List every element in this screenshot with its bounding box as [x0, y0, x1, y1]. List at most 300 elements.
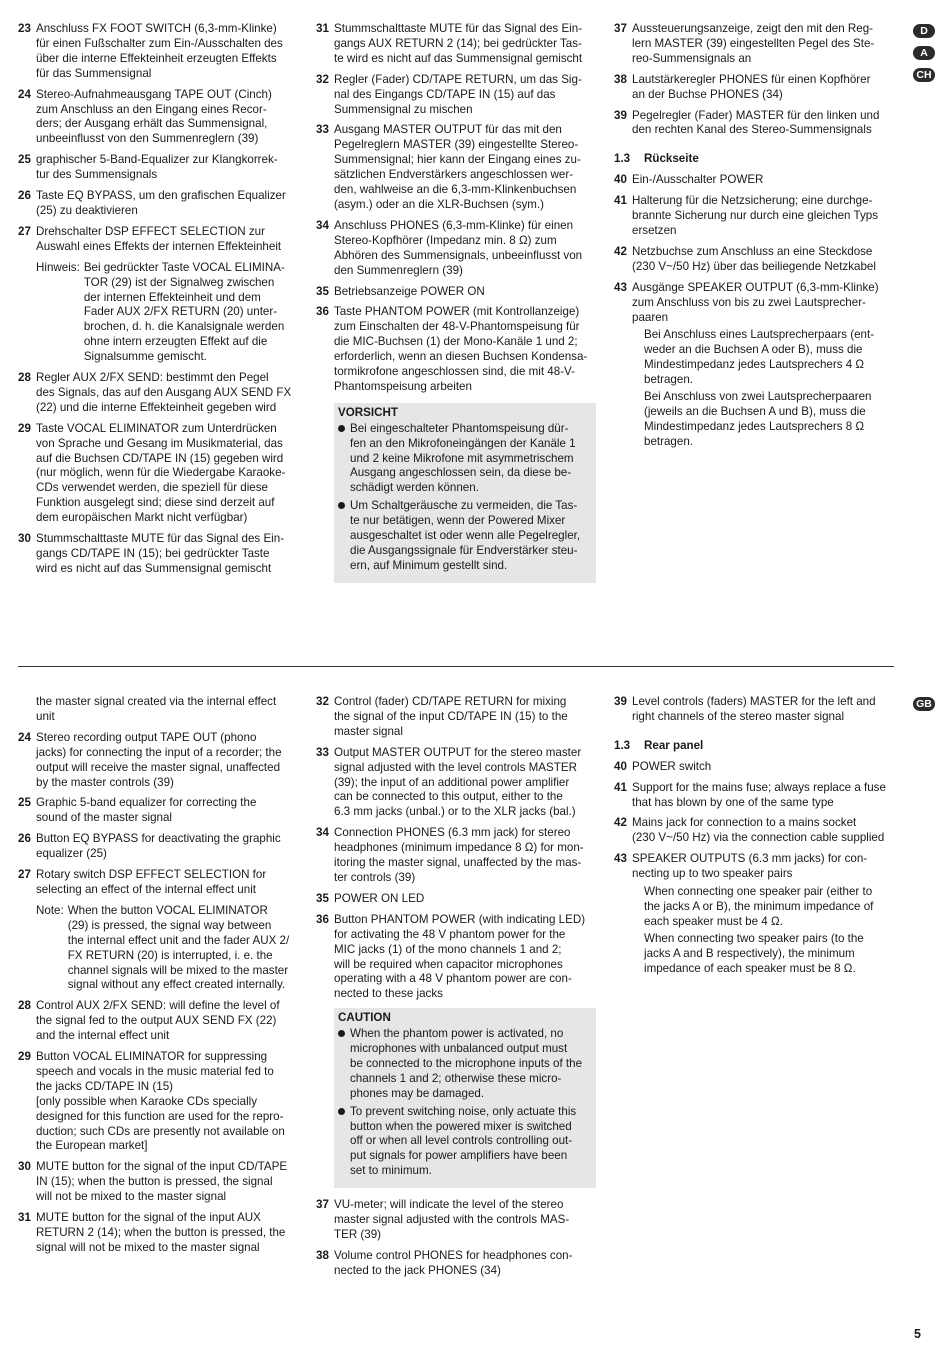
item-text: [632, 22, 894, 67]
language-badge-a: A: [913, 46, 935, 60]
item-text: [632, 245, 894, 275]
text-line: Signalsumme gemischt.: [83, 350, 207, 364]
en-column-2-items: [316, 695, 596, 1002]
item-text: [334, 695, 596, 740]
en-section-heading: [614, 739, 894, 754]
bullet-text: [350, 1027, 590, 1102]
item-number: 31: [18, 1211, 31, 1225]
text-line: Funktion ausgelegt sind; diese sind derzeit auf: [36, 496, 275, 510]
numbered-item: [18, 796, 298, 826]
item-number: 29: [18, 421, 31, 435]
text-line: each speaker must be 4 Ω.: [644, 914, 783, 928]
numbered-item: [614, 781, 894, 811]
text-line: (39); the input of an additional power amplifier: [334, 775, 570, 789]
item-text: [632, 760, 894, 775]
item-text: [36, 532, 298, 577]
text-line: Stummschalttaste MUTE für das Signal des Ein-: [334, 22, 583, 35]
numbered-item: [614, 281, 894, 326]
text-line: weder an die Buchsen A oder B), muss die: [644, 343, 863, 357]
text-line: set to minimum.: [350, 1164, 432, 1178]
en-section-title: Rear panel: [644, 738, 704, 752]
text-line: put signals for power amplifiers have been: [350, 1149, 568, 1163]
item-text: [632, 781, 894, 811]
item-number: 28: [18, 371, 31, 385]
de-speaker-note-1: [644, 328, 894, 388]
text-line: Taste EQ BYPASS, um den grafischen Equalizer: [36, 189, 286, 203]
de-column-2-items: [316, 22, 596, 395]
text-line: der internen Effekteinheit und dem: [83, 290, 261, 304]
note-text: [68, 904, 298, 993]
item-text: [36, 225, 298, 255]
text-line: Ein-/Ausschalter POWER: [632, 173, 764, 187]
item-number: 34: [316, 218, 329, 232]
numbered-item: [614, 73, 894, 103]
numbered-item: [316, 285, 596, 300]
text-line: Halterung für die Netzsicherung; eine durchge-: [632, 194, 873, 208]
text-line: speech and vocals in the music material fed to: [36, 1064, 274, 1078]
text-line: designed for this function are used for the repro-: [36, 1109, 284, 1123]
numbered-item: [614, 245, 894, 275]
text-line: by the master controls (39): [36, 775, 174, 789]
text-line: channel signals will be mixed to the master: [67, 963, 289, 977]
en-speaker-note-1: [644, 885, 894, 930]
item-number: 29: [18, 1050, 31, 1064]
text-line: Control AUX 2/FX SEND: will define the level of: [36, 999, 280, 1013]
text-line: ohne intern erzeugten Effekt auf die: [83, 335, 268, 349]
text-line: the signal of the input CD/TAPE IN (15) to the: [334, 709, 568, 723]
text-line: right channels of the stereo master signal: [632, 709, 845, 723]
text-line: When the button VOCAL ELIMINATOR: [67, 903, 268, 917]
item-number: 38: [614, 72, 627, 86]
item-number: 30: [18, 532, 31, 546]
text-line: the signal fed to the output AUX SEND FX (22): [36, 1014, 277, 1028]
text-line: betragen.: [644, 373, 693, 387]
language-badge-gb: GB: [913, 697, 935, 711]
bullet-dot-icon: [338, 422, 350, 497]
numbered-item: [316, 123, 596, 212]
numbered-item: [614, 852, 894, 882]
text-line: that has blown by one of the same type: [632, 795, 834, 809]
de-caution-box: [334, 403, 596, 583]
item-number: 39: [614, 108, 627, 122]
numbered-item: [614, 760, 894, 775]
item-text: [36, 796, 298, 826]
text-line: the master signal created via the internal effect: [36, 695, 277, 708]
text-line: paaren: [632, 310, 669, 324]
text-line: When the phantom power is activated, no: [350, 1027, 564, 1041]
numbered-item: [18, 1160, 298, 1205]
text-line: und 2 keine Mikrofone mit asymmetrischem: [350, 451, 574, 465]
item-text: [36, 189, 298, 219]
item-text: [36, 153, 298, 183]
text-line: nal des Eingangs CD/TAPE IN (15) auf das: [334, 87, 556, 101]
text-line: Bei Anschluss eines Lautsprecherpaars (ent-: [644, 328, 875, 342]
item-number: 42: [614, 816, 627, 830]
text-line: tormikrofone angeschlossen sind, die mit 48-V-: [334, 365, 576, 379]
de-caution-title: VORSICHT: [338, 405, 398, 419]
language-badge-d: D: [913, 24, 935, 38]
item-text: [36, 999, 298, 1044]
bullet-dot-icon: [338, 499, 350, 574]
text-line: zum Einschalten der 48-V-Phantomspeisung für: [334, 320, 580, 334]
bullet-text: [350, 1105, 590, 1180]
item-number: 34: [316, 826, 329, 840]
numbered-item: [316, 1198, 596, 1243]
text-line: 6.3 mm jacks (unbal.) or to the XLR jacks (bal.): [334, 805, 576, 819]
text-line: Button VOCAL ELIMINATOR for suppressing: [36, 1050, 268, 1064]
language-badge-ch: CH: [913, 68, 935, 82]
text-line: When connecting one speaker pair (either to: [644, 885, 873, 899]
note-block: [36, 904, 298, 993]
item-text: [334, 826, 596, 886]
numbered-item: [316, 695, 596, 740]
text-line: von Sprache und Gesang im Musikmaterial, das: [36, 436, 283, 450]
item-text: [334, 1198, 596, 1243]
text-line: POWER switch: [632, 759, 712, 773]
text-line: fen an den Mikrofoneingängen der Kanäle 1: [350, 436, 576, 450]
text-line: be connected to the microphone inputs of the: [350, 1056, 583, 1070]
numbered-item: [316, 892, 596, 907]
numbered-item: [614, 816, 894, 846]
text-line: Auswahl eines Effekts der internen Effekteinheit: [36, 239, 282, 253]
de-section-title: Rückseite: [644, 152, 699, 166]
numbered-item: [614, 173, 894, 188]
item-text: [334, 746, 596, 821]
text-line: te nur betätigen, wenn der Powered Mixer: [350, 514, 566, 528]
item-text: [632, 816, 894, 846]
numbered-item: [18, 1211, 298, 1256]
item-number: 36: [316, 305, 329, 319]
de-column-3-items-b: [614, 173, 894, 325]
item-text: [334, 22, 596, 67]
de-speaker-note-2: [644, 390, 894, 450]
text-line: CDs verwendet werden, die speziell für diese: [36, 481, 268, 495]
numbered-item: [614, 109, 894, 139]
text-line: sätzlichen Endverstärkers angeschlossen wer-: [334, 168, 574, 182]
text-line: schädigt werden können.: [350, 481, 479, 495]
text-line: Netzbuchse zum Anschluss an eine Steckdose: [632, 244, 873, 258]
text-line: microphones with unbalanced output must: [350, 1042, 568, 1056]
item-number: 35: [316, 284, 329, 298]
numbered-item: [316, 219, 596, 279]
caution-bullet: [338, 1105, 590, 1180]
text-line: Stereo recording output TAPE OUT (phono: [36, 730, 257, 744]
item-number: 39: [614, 695, 627, 708]
item-text: [36, 422, 298, 526]
de-column-3: [614, 22, 894, 450]
text-line: Mindestimpedanz jedes Lautsprechers 4 Ω: [644, 358, 865, 372]
en-column-3-items-b: [614, 760, 894, 882]
text-line: Support for the mains fuse; always replace a fuse: [632, 780, 886, 794]
item-text: [36, 88, 298, 148]
item-text: [36, 731, 298, 791]
numbered-item: [316, 1249, 596, 1279]
text-line: ter controls (39): [334, 870, 416, 884]
numbered-item: [316, 826, 596, 886]
text-line: MUTE button for the signal of the input AUX: [36, 1211, 261, 1225]
text-line: (230 V~/50 Hz) via the connection cable supplied: [632, 831, 885, 845]
text-line: Taste VOCAL ELIMINATOR zum Unterdrücken: [36, 421, 277, 435]
de-column-3-items-a: [614, 22, 894, 138]
text-line: Level controls (faders) MASTER for the left and: [632, 695, 876, 708]
text-line: gangs AUX RETURN 2 (14); bei gedrückter Tas-: [334, 36, 582, 50]
item-number: 33: [316, 745, 329, 759]
text-line: jacks A and B respectively), the minimum: [644, 946, 855, 960]
numbered-item: [18, 371, 298, 416]
item-number: 43: [614, 852, 627, 866]
text-line: Regler AUX 2/FX SEND: bestimmt den Pegel: [36, 371, 269, 385]
item-text: [36, 1211, 298, 1256]
item-number: 27: [18, 224, 31, 238]
text-line: Fader AUX 2/FX RETURN (20) unter-: [83, 305, 278, 319]
text-line: unbeeinflusst von den Summenreglern (39): [36, 132, 259, 146]
item-number: 23: [18, 22, 31, 35]
text-line: Output MASTER OUTPUT for the stereo master: [334, 745, 582, 759]
text-line: des Signals, das auf den Ausgang AUX SEND FX: [36, 385, 292, 399]
item-number: 41: [614, 780, 627, 794]
text-line: Volume control PHONES for headphones con-: [334, 1248, 573, 1262]
text-line: für das Summensignal: [36, 66, 152, 80]
bullet-dot-icon: [338, 1105, 350, 1180]
text-line: Mindestimpedanz jedes Lautsprechers 8 Ω: [644, 419, 865, 433]
text-line: impedance of each speaker must be 8 Ω.: [644, 961, 856, 975]
text-line: Aussteuerungsanzeige, zeigt den mit den Reg-: [632, 22, 874, 35]
text-line: Pegelregler (Fader) MASTER für den linken und: [632, 108, 880, 122]
en-column-3-items-a: [614, 695, 894, 725]
text-line: Ausgänge SPEAKER OUTPUT (6,3-mm-Klinke): [632, 280, 879, 294]
text-line: Summensignal zu mischen: [334, 102, 473, 116]
text-line: unit: [36, 709, 55, 723]
text-line: Phantomspeisung arbeiten: [334, 379, 472, 393]
text-line: FX RETURN (20) is interrupted, i. e. the: [67, 948, 273, 962]
page-number: 5: [914, 1327, 921, 1341]
item-text: [632, 173, 894, 188]
text-line: den Summenreglern (39): [334, 263, 463, 277]
text-line: SPEAKER OUTPUTS (6.3 mm jacks) for con-: [632, 852, 868, 866]
numbered-item: [18, 88, 298, 148]
text-line: the jacks CD/TAPE IN (15): [36, 1079, 174, 1093]
text-line: will not be mixed to the master signal: [36, 1190, 227, 1204]
text-line: When connecting two speaker pairs (to the: [644, 931, 864, 945]
text-line: Abhören des Summensignals, unbeeinflusst von: [334, 248, 583, 262]
numbered-item: [614, 22, 894, 67]
item-text: [334, 913, 596, 1002]
bullet-text: [350, 422, 590, 497]
text-line: Pegelreglern MASTER (39) eingestellte Stereo-: [334, 138, 579, 152]
text-line: Ausgang angeschlossen sein, da diese be-: [350, 466, 572, 480]
item-text: [36, 1160, 298, 1205]
en-column-2-items-b: [316, 1198, 596, 1279]
item-number: 31: [316, 22, 329, 35]
en-column-2: [316, 695, 596, 1285]
numbered-item: [18, 999, 298, 1044]
de-column-1: [18, 22, 298, 583]
numbered-item: [18, 1050, 298, 1154]
text-line: Anschluss PHONES (6,3-mm-Klinke) für einen: [334, 218, 574, 232]
item-text: [632, 695, 894, 725]
item-number: 24: [18, 730, 31, 744]
item-number: 28: [18, 999, 31, 1013]
numbered-item: [614, 695, 894, 725]
de-section-number: 1.3: [614, 152, 631, 166]
text-line: zum Anschluss von bis zu zwei Lautsprecher-: [632, 295, 866, 309]
en-lead-text: [36, 695, 298, 725]
text-line: To prevent switching noise, only actuate this: [350, 1104, 577, 1118]
text-line: and the internal effect unit: [36, 1029, 170, 1043]
numbered-item: [316, 305, 596, 394]
text-line: MUTE button for the signal of the input CD/TAPE: [36, 1160, 288, 1174]
text-line: button when the powered mixer is switched: [350, 1119, 572, 1133]
text-line: te wird es nicht auf das Summensignal gemischt: [334, 51, 583, 65]
text-line: (asym.) oder an die XLR-Buchsen (sym.): [334, 197, 545, 211]
caution-bullet: [338, 422, 590, 497]
text-line: the internal effect unit and the fader AUX 2/: [67, 933, 290, 947]
en-section-number: 1.3: [614, 738, 631, 752]
text-line: channels 1 and 2; otherwise these micro-: [350, 1071, 562, 1085]
item-number: 42: [614, 244, 627, 258]
text-line: Control (fader) CD/TAPE RETURN for mixing: [334, 695, 567, 708]
text-line: TOR (29) ist der Signalweg zwischen: [83, 275, 275, 289]
text-line: the European market]: [36, 1139, 148, 1153]
de-caution-bullets: [338, 422, 590, 574]
item-text: [334, 892, 596, 907]
text-line: reo-Summensignals an: [632, 51, 752, 65]
text-line: betragen.: [644, 434, 693, 448]
item-number: 37: [614, 22, 627, 35]
numbered-item: [18, 22, 298, 82]
text-line: ersetzen: [632, 223, 677, 237]
item-text: [632, 852, 894, 882]
text-line: Bei gedrückter Taste VOCAL ELIMINA-: [83, 260, 285, 274]
text-line: MIC jacks (1) of the mono channels 1 and 2;: [334, 942, 562, 956]
text-line: Button EQ BYPASS for deactivating the graphic: [36, 832, 281, 846]
bullet-dot-icon: [338, 1027, 350, 1102]
text-line: operating with a 48 V phantom power are con-: [334, 972, 572, 986]
numbered-item: [316, 73, 596, 118]
text-line: off or when all level controls controlling out-: [350, 1134, 573, 1148]
item-text: [632, 194, 894, 239]
text-line: RETURN 2 (14); when the button is pressed, the: [36, 1226, 286, 1239]
numbered-item: [316, 22, 596, 67]
text-line: (jeweils an die Buchsen A und B), muss die: [644, 404, 866, 418]
en-speaker-note-2: [644, 932, 894, 977]
numbered-item: [18, 532, 298, 577]
en-column-3: [614, 695, 894, 977]
text-line: auf die Buchsen CD/TAPE IN (15) gegeben wird: [36, 451, 284, 465]
text-line: the jacks A or B), the minimum impedance of: [644, 899, 874, 913]
item-number: 26: [18, 832, 31, 846]
text-line: Ausgang MASTER OUTPUT für das mit den: [334, 123, 562, 137]
numbered-item: [18, 422, 298, 526]
text-line: sound of the master signal: [36, 811, 172, 825]
text-line: graphischer 5-Band-Equalizer zur Klangkorrek-: [36, 153, 278, 167]
item-number: 25: [18, 153, 31, 167]
de-column-2: [316, 22, 596, 583]
text-line: Lautstärkeregler PHONES für einen Kopfhörer: [632, 72, 871, 86]
text-line: signal will not be mixed to the master signal: [36, 1240, 260, 1254]
text-line: TER (39): [334, 1228, 382, 1241]
language-divider: [18, 666, 894, 667]
text-line: signal adjusted with the level controls MASTER: [334, 760, 577, 774]
item-number: 37: [316, 1198, 329, 1212]
text-line: den, wahlweise an die 6,3-mm-Klinkenbuchsen: [334, 183, 577, 197]
text-line: output will receive the master signal, unaffected: [36, 760, 281, 774]
text-line: necting up to two speaker pairs: [632, 867, 793, 881]
text-line: an der Buchse PHONES (34): [632, 87, 783, 101]
text-line: Drehschalter DSP EFFECT SELECTION zur: [36, 224, 265, 238]
text-line: for activating the 48 V phantom power for the: [334, 927, 566, 941]
text-line: IN (15); when the button is pressed, the signal: [36, 1175, 273, 1189]
text-line: erforderlich, wenn an diesen Buchsen Kondensa-: [334, 350, 588, 364]
text-line: headphones (minimum impedance 8 Ω) for mon-: [334, 841, 584, 855]
text-line: brochen, d. h. die Kanalsignale werden: [83, 320, 285, 334]
numbered-item: [18, 225, 298, 255]
text-line: die MIC-Buchsen (1) der Mono-Kanäle 1 und 2;: [334, 335, 578, 349]
item-number: 27: [18, 868, 31, 882]
text-line: Regler (Fader) CD/TAPE RETURN, um das Sig-: [334, 72, 582, 86]
item-number: 32: [316, 695, 329, 708]
item-text: [632, 73, 894, 103]
item-text: [334, 305, 596, 394]
item-number: 32: [316, 72, 329, 86]
text-line: equalizer (25): [36, 847, 107, 861]
text-line: Button PHANTOM POWER (with indicating LED): [334, 912, 586, 926]
note-label: Hinweis:: [36, 260, 80, 274]
item-text: [334, 219, 596, 279]
text-line: (22) und die interne Effekteinheit gegeben wird: [36, 400, 277, 414]
numbered-item: [316, 913, 596, 1002]
numbered-item: [614, 194, 894, 239]
text-line: Anschluss FX FOOT SWITCH (6,3-mm-Klinke): [36, 22, 277, 35]
text-line: master signal adjusted with the controls MAS-: [334, 1213, 570, 1227]
text-line: wird es nicht auf das Summensignal gemischt: [36, 561, 272, 575]
item-text: [334, 73, 596, 118]
text-line: Connection PHONES (6.3 mm jack) for stereo: [334, 826, 571, 840]
text-line: zum Anschluss an den Eingang eines Recor-: [36, 102, 267, 116]
text-line: dem europäischen Markt nicht verfügbar): [36, 511, 248, 525]
item-number: 38: [316, 1248, 329, 1262]
item-number: 26: [18, 189, 31, 203]
item-number: 40: [614, 173, 627, 187]
text-line: phones may be damaged.: [350, 1086, 485, 1100]
text-line: can be connected to this output, either to the: [334, 790, 563, 804]
text-line: will be required when capacitor microphones: [334, 957, 563, 971]
text-line: Summensignal; hier kann der Eingang eines zu-: [334, 153, 581, 167]
item-number: 43: [614, 280, 627, 294]
text-line: POWER ON LED: [334, 891, 425, 905]
item-number: 36: [316, 912, 329, 926]
text-line: ern, auf Minimum gestellt sind.: [350, 558, 508, 572]
en-column-1-items: [18, 731, 298, 1256]
note-text: [84, 261, 298, 365]
bullet-text: [350, 499, 590, 574]
note-label: Note:: [36, 903, 64, 917]
text-line: tur des Summensignals: [36, 168, 158, 182]
item-number: 25: [18, 796, 31, 810]
text-line: (nur möglich, wenn für die Wiedergabe Karaoke-: [36, 466, 286, 480]
item-number: 30: [18, 1160, 31, 1174]
text-line: (230 V~/50 Hz) über das beiliegende Netzkabel: [632, 259, 876, 273]
text-line: Betriebsanzeige POWER ON: [334, 284, 485, 298]
note-block: [36, 261, 298, 365]
item-text: [36, 371, 298, 416]
en-column-1: [18, 695, 298, 1262]
item-text: [36, 1050, 298, 1154]
text-line: master signal: [334, 724, 403, 738]
numbered-item: [18, 832, 298, 862]
item-number: 33: [316, 123, 329, 137]
caution-bullet: [338, 499, 590, 574]
